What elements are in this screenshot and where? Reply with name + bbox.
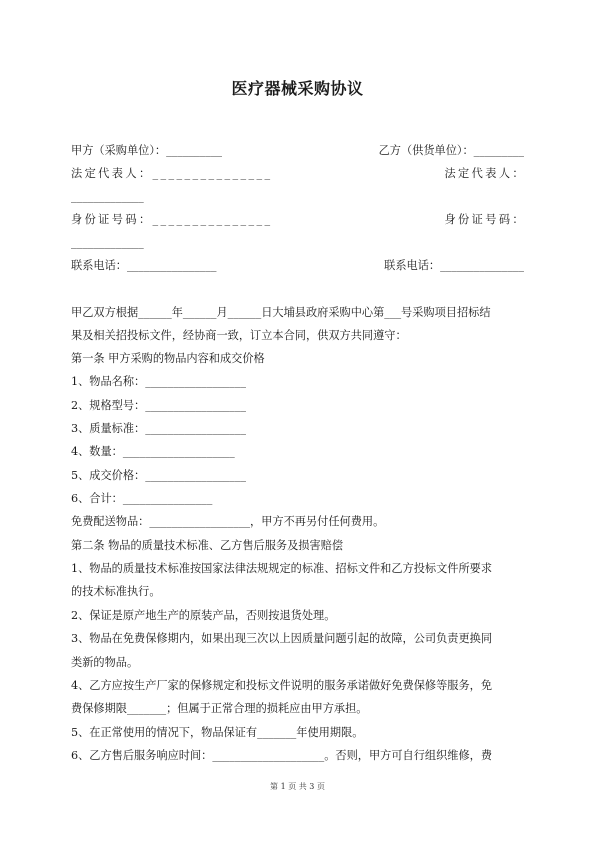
id-a-field: 身份证号码：_______________ — [71, 213, 273, 226]
item-price: 5、成交价格：__________________ — [71, 469, 246, 482]
rep-b-label: 法定代表人： — [444, 167, 526, 180]
clause-3-line-2: 类新的物品。 — [71, 656, 139, 669]
id-b-label: 身份证号码： — [444, 213, 526, 226]
item-model: 2、规格型号：__________________ — [71, 399, 246, 412]
clause-4-line-1: 4、乙方应按生产厂家的保修规定和投标文件说明的服务承诺做好免费保修等服务，免 — [71, 679, 493, 692]
article-1-heading: 第一条 甲方采购的物品内容和成交价格 — [71, 352, 265, 365]
intro-line-1: 甲乙双方根据______年______月______日大埔县政府采购中心第___号采购项目招标结 — [71, 306, 491, 319]
clause-2: 2、保证是原产地生产的原装产品，否则按退货处理。 — [71, 609, 336, 622]
phone-a-field: 联系电话：________________ — [71, 259, 217, 272]
item-quality: 3、质量标准：__________________ — [71, 422, 246, 435]
clause-6: 6、乙方售后服务响应时间：____________________。否则，甲方可自行组织维修，费 — [71, 749, 493, 762]
item-total: 6、合计：________________ — [71, 492, 213, 505]
intro-line-2: 果及相关招投标文件，经协商一致，订立本合同，供双方共同遵守： — [71, 329, 407, 342]
clause-4-line-2: 费保修期限_______；但属于正常合理的损耗应由甲方承担。 — [71, 702, 368, 715]
id-b-blank: _____________ — [71, 236, 144, 249]
clause-5: 5、在正常使用的情况下，物品保证有_______年使用期限。 — [71, 726, 364, 739]
page-number: 第 1 页 共 3 页 — [270, 782, 325, 791]
phone-b-field: 联系电话：_______________ — [384, 259, 524, 272]
item-quantity: 4、数量：____________________ — [71, 445, 235, 458]
party-a-field: 甲方（采购单位）：__________ — [71, 144, 223, 157]
rep-a-field: 法定代表人：_______________ — [71, 167, 273, 180]
clause-1-line-1: 1、物品的质量技术标准按国家法律法规规定的标准、招标文件和乙方投标文件所要求 — [71, 562, 493, 575]
party-b-field: 乙方（供货单位）：_________ — [378, 144, 524, 157]
clause-3-line-1: 3、物品在免费保修期内，如果出现三次以上因质量问题引起的故障，公司负责更换同 — [71, 632, 493, 645]
clause-1-line-2: 的技术标准执行。 — [71, 585, 161, 598]
free-delivery-line: 免费配送物品：__________________，甲方不再另付任何费用。 — [71, 515, 385, 528]
document-title: 医疗器械采购协议 — [231, 79, 364, 98]
item-name: 1、物品名称：__________________ — [71, 375, 246, 388]
rep-b-blank: _____________ — [71, 190, 144, 203]
article-2-heading: 第二条 物品的质量技术标准、乙方售后服务及损害赔偿 — [71, 539, 344, 552]
